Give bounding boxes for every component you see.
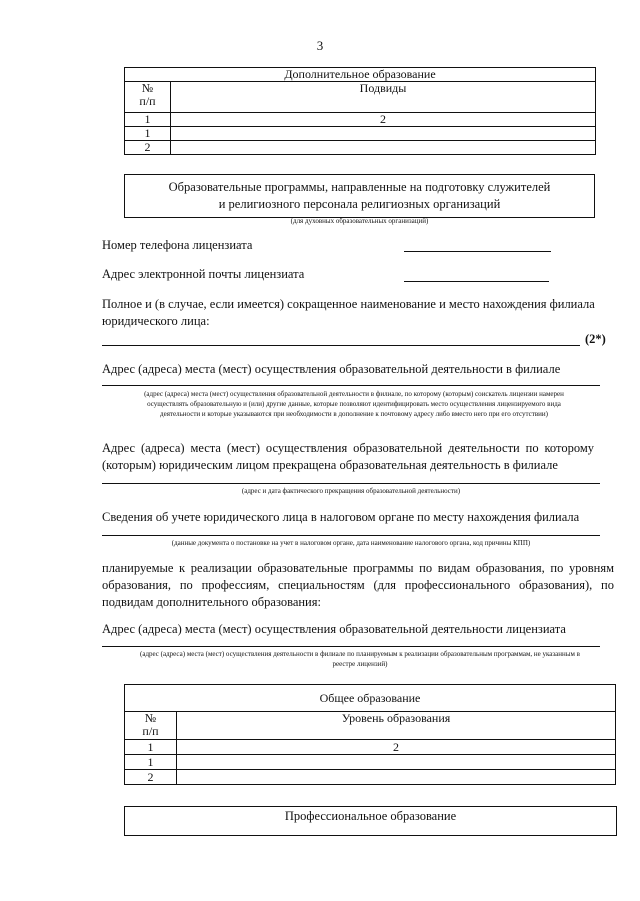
- table-title: Дополнительное образование: [125, 68, 596, 82]
- licensee-address-field-line[interactable]: [102, 646, 600, 647]
- tax-registration-label: Сведения об учете юридического лица в налоговом органе по месту нахождения филиала: [102, 510, 580, 524]
- page-number: 3: [316, 38, 324, 53]
- table-cell: 2: [171, 113, 596, 127]
- general-education-table: [124, 684, 616, 785]
- column-header-number: № п/п: [125, 82, 171, 113]
- table-row: [125, 755, 616, 770]
- table-cell: [177, 770, 616, 785]
- planned-programs-text: планируемые к реализации образовательные программы по видам образования, по уровням образования, по профессиям, специальностям (для профессионального образования), по подвидам дополнительного образования:: [102, 561, 614, 609]
- tax-registration-field-line[interactable]: [102, 535, 600, 536]
- table-cell: 2: [125, 770, 177, 785]
- table-cell: 2: [125, 141, 171, 155]
- branch-name-mark: (2*): [585, 332, 606, 346]
- licensee-address-note: (адрес (адреса) места (мест) осуществления деятельности в филиале по планируемым к реализации образовательным программам, не указанным в реестре лицензий): [140, 650, 580, 668]
- table-cell: [171, 141, 596, 155]
- table-row: [125, 770, 616, 785]
- professional-education-box: [124, 806, 617, 836]
- table-row: [125, 141, 596, 155]
- additional-education-table: [124, 67, 596, 155]
- licensee-address-label: Адрес (адреса) места (мест) осуществления образовательной деятельности лицензиата: [102, 622, 566, 636]
- column-header-number: № п/п: [125, 712, 177, 740]
- terminated-activity-label: Адрес (адреса) места (мест) осуществления образовательной деятельности по которому (которым) юридическим лицом прекращена образовательная деятельность в филиале: [102, 441, 594, 472]
- branch-name-field-line[interactable]: [102, 345, 580, 346]
- branch-address-label: Адрес (адреса) места (мест) осуществления образовательной деятельности в филиале: [102, 362, 561, 376]
- table-cell: 1: [125, 113, 171, 127]
- branch-address-field-line[interactable]: [102, 385, 600, 386]
- religious-programs-line2: и религиозного персонала религиозных организаций: [218, 197, 501, 211]
- table-row: [125, 127, 596, 141]
- professional-education-title: Профессиональное образование: [284, 809, 457, 823]
- religious-programs-note: (для духовных образовательных организаций): [290, 217, 429, 225]
- branch-name-label: Полное и (в случае, если имеется) сокращенное наименование и место нахождения филиала юридического лица:: [102, 297, 595, 328]
- table-cell: [177, 755, 616, 770]
- table-cell: 1: [125, 127, 171, 141]
- table-cell: 2: [177, 740, 616, 755]
- terminated-activity-note: (адрес и дата фактического прекращения образовательной деятельности): [241, 487, 461, 495]
- branch-address-note: (адрес (адреса) места (мест) осуществления образовательной деятельности в филиале, по которому (которым) соискатель лицензии намерен осуществлять образовательную и (или) другие данные, которые позволяют идентифицировать место осуществления лицензируемого вида деятельности и которые указываются при необходимости в дополнение к почтовому адресу либо вместо него при его отсутствии): [144, 390, 564, 418]
- tax-registration-note: (данные документа о постановке на учет в налоговом органе, дата наименование налогового органа, код причины КПП): [171, 539, 531, 547]
- column-header-subtypes: Подвиды: [171, 82, 596, 113]
- table-cell: 1: [125, 755, 177, 770]
- table-title: Общее образование: [125, 685, 616, 712]
- table-cell: 1: [125, 740, 177, 755]
- column-header-level: Уровень образования: [177, 712, 616, 740]
- table-cell: [171, 127, 596, 141]
- phone-field-line[interactable]: [404, 251, 551, 252]
- terminated-activity-field-line[interactable]: [102, 483, 600, 484]
- religious-programs-line1: Образовательные программы, направленные на подготовку служителей: [168, 180, 551, 194]
- religious-programs-box: [124, 174, 595, 218]
- table-row: [125, 113, 596, 127]
- table-row: [125, 740, 616, 755]
- email-field-line[interactable]: [404, 281, 549, 282]
- phone-label: Номер телефона лицензиата: [102, 238, 253, 252]
- email-label: Адрес электронной почты лицензиата: [102, 267, 305, 281]
